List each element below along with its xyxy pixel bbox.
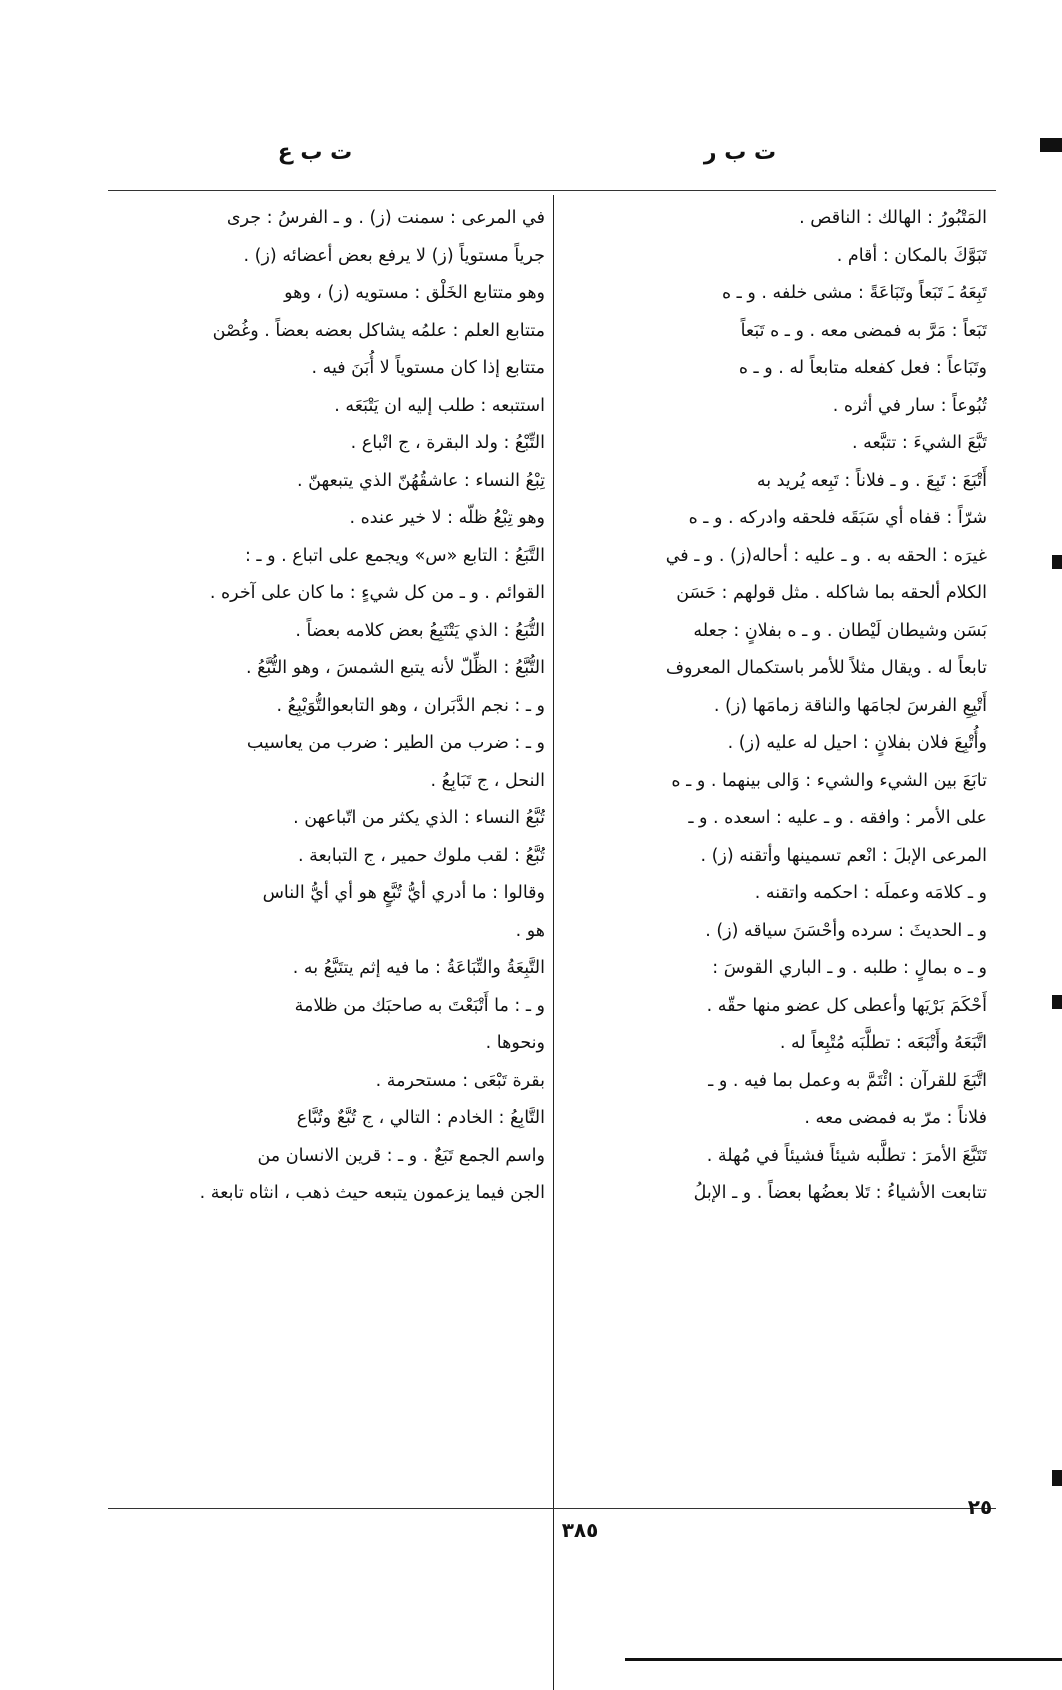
entry-line: أَتْبَعَ : تَبِعَ . و ـ فلاناً : تَبِعه يُريد به <box>756 470 987 491</box>
column-divider <box>553 195 554 1690</box>
entry-line: القوائم . و ـ من كل شيءٍ : ما كان على آخره . <box>209 583 545 603</box>
entry-line: التُّبَعُ : الذي يَتْتَبِعُ بعض كلامه بعضاً . <box>295 620 545 641</box>
page-number: ٣٨٥ <box>561 1518 599 1542</box>
entry-line: و ـ : نجم الدَّبَران ، وهو التابعوالتُّوَيْبِعُ . <box>276 695 545 716</box>
entry-line: الجن فيما يزعمون يتبعه حيث ذهب ، انثاه تابعة . <box>199 1183 545 1203</box>
entry-line: وهو متتابع الخَلْق : مستويه (ز) ، وهو <box>284 283 545 303</box>
left-column <box>80 200 545 1213</box>
entry-line: اتَّبَعَ للقرآن : ائْتَمَّ به وعمل بما فيه . و ـ <box>708 1070 987 1091</box>
entry-line: تَبَّعَ الشيءَ : تتبَّعه . <box>851 433 987 453</box>
scan-edge-mark <box>1040 138 1062 152</box>
entry-line: الكلام ألحقه بما شاكله . مثل قولهم : حَسَن <box>676 583 987 603</box>
scan-edge-mark <box>1052 1470 1062 1486</box>
entry-line: تُبُوعاً : سار في أثره . <box>832 395 987 416</box>
scan-edge-mark <box>1052 555 1062 569</box>
entry-line: متتابع إذا كان مستوياً لا أُبَنَ فيه . <box>311 358 545 378</box>
right-column-root-header: ت ب ر <box>703 140 777 165</box>
entry-line: تَتَبَّعَ الأمرَ : تطلَّبه شيئاً فشيئاً في مُهلة . <box>706 1145 987 1166</box>
entry-line: تِبْعُ النساء : عاشقُهُنّ الذي يتبعهنّ . <box>297 470 545 491</box>
entry-line: وأُتْبِعَ فلان بفلانٍ : احيل له عليه (ز) . <box>727 733 987 753</box>
entry-line: أَحْكَمَ بَرْيَها وأعطى كل عضو منها حقّه . <box>706 995 987 1016</box>
entry-line: غيرَه : الحقه به . و ـ عليه : أحاله(ز) . و ـ في <box>665 545 987 566</box>
entry-line: هو . <box>515 920 545 941</box>
entry-line: النحل ، ج تَبَابِعُ . <box>430 770 545 791</box>
entry-line: في المرعى : سمنت (ز) . و ـ الفرسُ : جرى <box>226 208 545 228</box>
entry-line: تابعاً له . ويقال مثلاً للأمر باستكمال المعروف <box>665 658 987 678</box>
entry-line: التَّبِعَةُ والتِّبَاعَةُ : ما فيه إثم يتتَبَّعُ به . <box>292 958 545 978</box>
entry-line: و ـ كلامَه وعملَه : احكمه واتقنه . <box>754 883 987 903</box>
entry-line: تتابعت الأشياءُ : تَلا بعضُها بعضاً . و ـ الإبلُ <box>693 1183 987 1203</box>
entry-line: متتابع العلم : علمُه يشاكل بعضه بعضاً . وغُصْن <box>212 320 545 341</box>
entry-line: اتَّبَعَهُ وأَتْبَعَه : تطلَّبَه مُتْبِعاً له . <box>779 1033 987 1053</box>
entry-line: تُبَّعُ : لقب ملوك حمير ، ج التبابعة . <box>297 845 545 866</box>
sheet-number: ٢٥ <box>967 1495 993 1519</box>
entry-line: التُّبَّعُ : الظِّلّ لأنه يتبع الشمسَ ، وهو التُّبَّعُ . <box>245 658 545 678</box>
entry-line: وقالوا : ما أدري أيُّ تُبَّعٍ هو أي أيُّ الناس <box>262 883 545 903</box>
entry-line: أَتْبِعِ الفرسَ لجامَها والناقة زمامَها (ز) . <box>713 695 987 716</box>
entry-line: بقرة تَبْعَى : مستحرمة . <box>375 1070 545 1091</box>
footer-rule <box>108 1508 996 1509</box>
entry-line: على الأمر : وافقه . و ـ عليه : اسعده . و ـ <box>688 808 987 828</box>
right-column <box>565 200 987 1213</box>
entry-line: التِّبْعُ : ولد البقرة ، ج اتْباع . <box>350 433 545 453</box>
header-rule <box>108 190 996 191</box>
entry-line: وتَبَاعاً : فعل كفعله متابعاً له . و ـ ه <box>738 358 987 378</box>
entry-line: و ـ : ضرب من الطير : ضرب من يعاسيب <box>246 733 545 753</box>
entry-line: وهو تِبْعُ ظلّه : لا خير عنده . <box>349 508 545 528</box>
entry-line: تابَعَ بين الشيء والشيء : وَالى بينهما . و ـ ه <box>671 770 987 791</box>
scan-edge-mark <box>1052 995 1062 1009</box>
entry-line: و ـ ه بمالٍ : طلبه . و ـ الباري القوسَ : <box>712 958 987 978</box>
entry-line: ونحوها . <box>485 1033 545 1053</box>
entry-line: شرّاً : قفاه أي سَبَقَه فلحقه وادركه . و ـ ه <box>688 508 987 528</box>
entry-line: التَّبَعُ : التابع «س» ويجمع على اتباع . و ـ : <box>244 545 545 566</box>
entry-line: التَّابِعُ : الخادم : التالي ، ج تُبَّعٌ وتُبَّاع <box>296 1108 545 1128</box>
entry-line: و ـ : ما أَتْبَعْتَ به صاحبَك من ظلامة <box>294 995 545 1016</box>
entry-line: تُبَّعُ النساء : الذي يكثر من اتّباعهن . <box>293 808 545 828</box>
left-column-root-header: ت ب ع <box>277 140 353 165</box>
entry-line: استتبعه : طلب إليه ان يَتْبَعَه . <box>334 395 545 416</box>
entry-line: تَبَعاً : مَرَّ به فمضى معه . و ـ ه تَبَعاً <box>740 320 987 341</box>
entry-line: فلاناً : مرّ به فمضى معه . <box>804 1108 987 1128</box>
entry-line: تَبَوَّكَ بالمكان : أقام . <box>836 245 987 266</box>
entry-line: بَسَن وشيطان لَيْطان . و ـ ه بفلانٍ : جعله <box>693 620 987 641</box>
entry-line: المَتْبُورُ : الهالك : الناقص . <box>799 208 987 228</box>
entry-line: المرعى الإبلَ : انْعم تسمينها وأتقنه (ز) . <box>700 845 987 866</box>
entry-line: واسم الجمع تَبَعٌ . و ـ : قرين الانسان من <box>257 1145 545 1166</box>
entry-line: جرياً مستوياً (ز) لا يرفع بعض أعضائه (ز) . <box>243 245 545 266</box>
entry-line: و ـ الحديثَ : سرده وأحْسَنَ سياقه (ز) . <box>705 920 987 941</box>
entry-line: تَبِعَهُ ـَ تَبَعاً وتَبَاعَةً : مشى خلفه . و ـ ه <box>721 283 987 303</box>
bottom-edge-rule <box>625 1658 1062 1661</box>
